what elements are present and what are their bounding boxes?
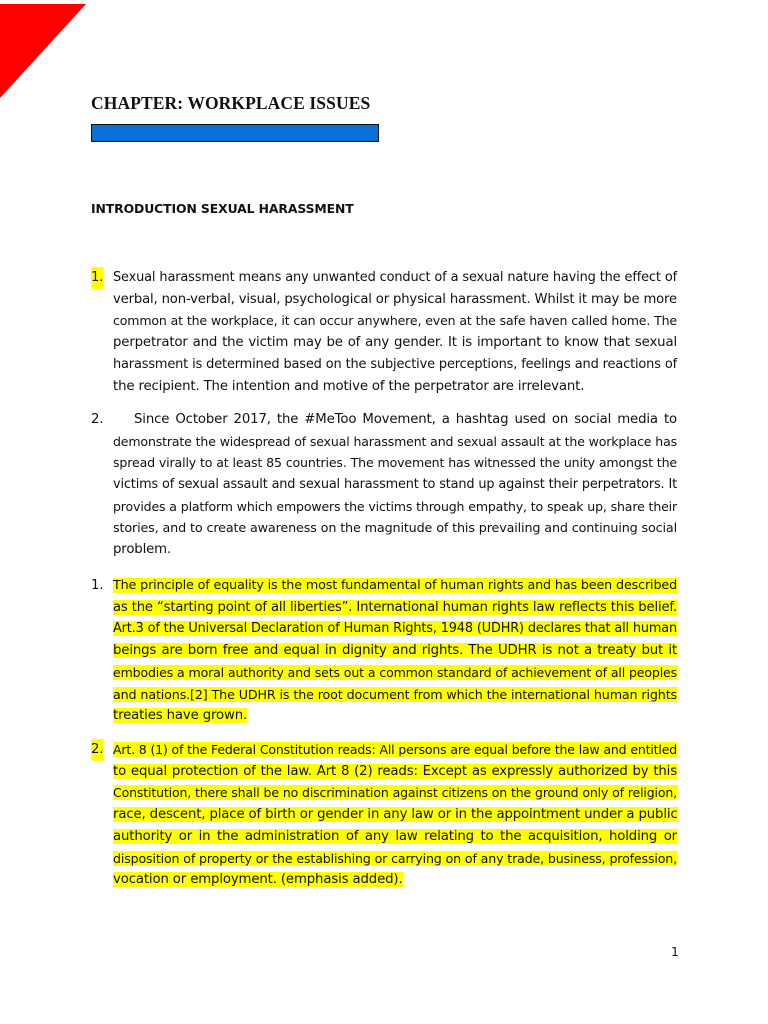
paragraph-line [91, 782, 677, 804]
paragraph-4 [91, 739, 677, 891]
paragraph-line: Since October 2017, the #MeToo Movement, a hashtag used on social media to [134, 412, 677, 427]
title-underline-bar [91, 124, 379, 142]
paragraph-line [91, 804, 677, 826]
highlighted-text: to equal protection of the law. Art 8 (2) reads: Except as expressly authorized by this [113, 763, 677, 779]
paragraph-3 [91, 575, 677, 727]
paragraph-line: verbal, non-verbal, visual, psychological or physical harassment. Whilst it may be more [113, 291, 677, 307]
paragraph-line: perpetrator and the victim may be of any gender. It is important to know that sexual [113, 335, 677, 351]
highlighted-text: embodies a moral authority and sets out a common standard of achievement of all peoples [113, 664, 677, 680]
paragraph-number: 1. [91, 578, 104, 593]
paragraph-1 [91, 267, 677, 397]
page-number: 1 [671, 944, 679, 959]
highlighted-text: as the “starting point of all liberties”. International human rights law reflects this belief. [113, 599, 677, 615]
paragraph-number: 2. [91, 412, 104, 427]
paragraph-line [91, 705, 677, 727]
paragraph-line: problem. [113, 542, 172, 558]
highlighted-text: The principle of equality is the most fundamental of human rights and has been described [113, 578, 677, 593]
highlighted-text: beings are born free and equal in dignity and rights. The UDHR is not a treaty but it [113, 643, 677, 659]
paragraph-line [91, 640, 677, 662]
paragraph-line [91, 761, 677, 783]
highlighted-text: and nations.[2] The UDHR is the root document from which the international human rights [113, 686, 677, 702]
paragraph-line [91, 739, 677, 761]
paragraph-line: the recipient. The intention and motive of the perpetrator are irrelevant. [113, 378, 585, 394]
paragraph-line [91, 618, 677, 640]
section-heading: INTRODUCTION SEXUAL HARASSMENT [91, 201, 354, 216]
paragraph-line: common at the workplace, it can occur anywhere, even at the safe haven called home. The [113, 313, 677, 329]
highlighted-text: authority or in the administration of any law relating to the acquisition, holding or [113, 828, 677, 844]
paragraph-line [91, 869, 677, 891]
paragraph-line [91, 597, 677, 619]
paragraph-line [91, 684, 677, 706]
chapter-title: CHAPTER: WORKPLACE ISSUES [91, 93, 371, 113]
paragraph-line: provides a platform which empowers the victims through empathy, to speak up, share their [113, 498, 677, 514]
highlighted-text: treaties have grown. [113, 708, 248, 724]
paragraph-line: stories, and to create awareness on the magnitude of this prevailing and continuing social [113, 520, 677, 536]
highlighted-text: Art. 8 (1) of the Federal Constitution reads: All persons are equal before the law and entitled [113, 742, 677, 757]
highlighted-text: Constitution, there shall be no discrimination against citizens on the ground only of religion, [113, 785, 677, 801]
highlighted-text: Art.3 of the Universal Declaration of Human Rights, 1948 (UDHR) declares that all human [113, 621, 677, 637]
paragraph-line [91, 575, 677, 597]
red-corner-triangle [0, 0, 86, 98]
highlighted-text: vocation or employment. (emphasis added). [113, 872, 403, 888]
paragraph-line [91, 826, 677, 848]
paragraph-line [91, 662, 677, 684]
paragraph-line [91, 848, 677, 870]
paragraph-number: 1. [91, 267, 103, 289]
highlighted-text: disposition of property or the establishing or carrying on of any trade, business, profession, [113, 850, 677, 866]
paragraph-line: demonstrate the widespread of sexual harassment and sexual assault at the workplace has [113, 433, 677, 449]
highlighted-text: race, descent, place of birth or gender in any law or in the appointment under a public [113, 807, 678, 823]
paragraph-number: 2. [91, 739, 103, 761]
paragraph-2 [91, 409, 677, 561]
paragraph-line: spread virally to at least 85 countries. The movement has witnessed the unity amongst the [113, 455, 677, 471]
paragraph-line: Sexual harassment means any unwanted conduct of a sexual nature having the effect of [113, 270, 677, 285]
paragraph-line: harassment is determined based on the subjective perceptions, feelings and reactions of [113, 356, 677, 372]
paragraph-line: victims of sexual assault and sexual harassment to stand up against their perpetrators. It [113, 477, 677, 493]
